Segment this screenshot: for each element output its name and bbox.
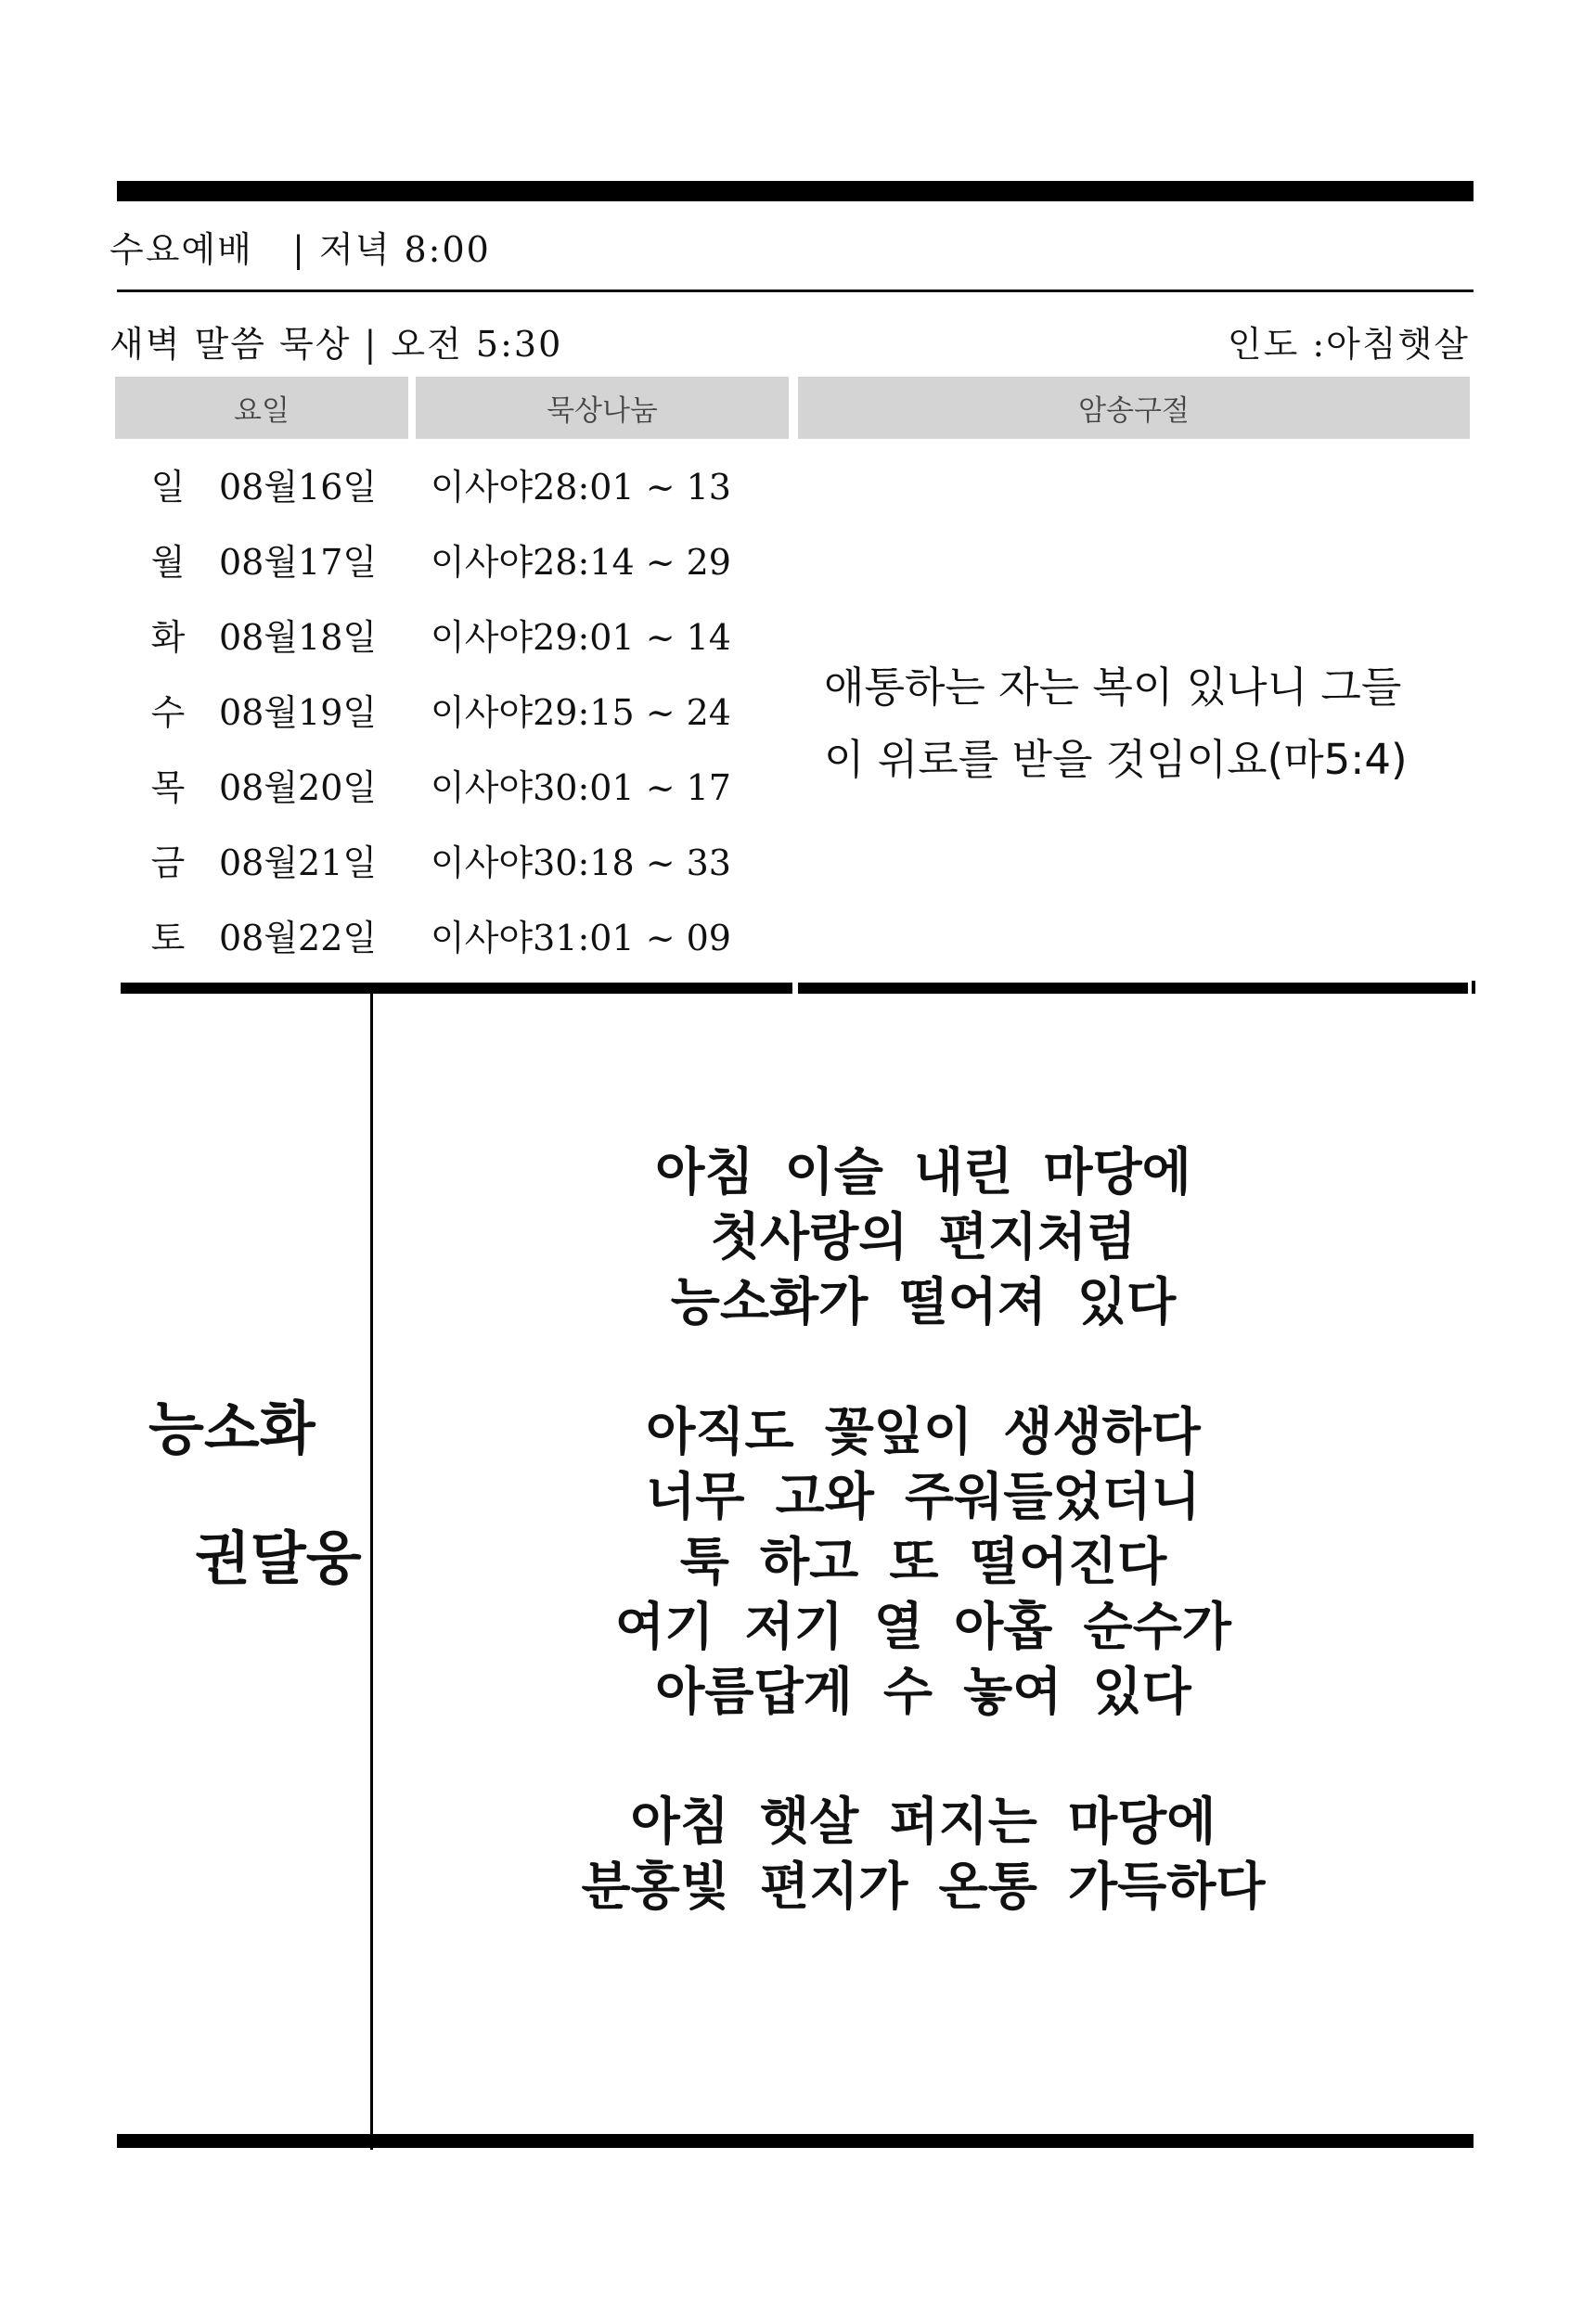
table-row bbox=[117, 601, 785, 666]
poem-line: 아름답게 수 놓여 있다 bbox=[655, 1662, 1191, 1721]
divider-line bbox=[117, 289, 1474, 292]
dawn-time: 오전 5:30 bbox=[391, 324, 563, 365]
memory-verse bbox=[824, 651, 1455, 796]
header-reading: 묵상나눔 bbox=[416, 377, 789, 439]
header-day: 요일 bbox=[115, 377, 408, 439]
table-row bbox=[117, 902, 785, 967]
row-reference: 이사야28:01 ~ 13 bbox=[431, 466, 731, 508]
table-row bbox=[117, 827, 785, 892]
row-date: 08월18일 bbox=[219, 616, 378, 658]
poem-stanza bbox=[373, 1399, 1474, 1724]
table-row bbox=[117, 752, 785, 816]
service-separator: | bbox=[292, 229, 306, 270]
poem-title: 능소화 bbox=[148, 1395, 315, 1462]
dawn-line bbox=[109, 315, 562, 366]
poem-line: 분홍빛 편지가 온통 가득하다 bbox=[581, 1857, 1266, 1916]
row-day: 토 bbox=[150, 917, 186, 958]
poem-body bbox=[373, 1139, 1474, 1984]
bottom-rule bbox=[117, 2134, 1474, 2148]
service-time: 저녁 8:00 bbox=[319, 229, 491, 270]
poem-line: 툭 하고 또 떨어진다 bbox=[679, 1532, 1167, 1591]
table-row bbox=[117, 526, 785, 591]
poem-line: 아직도 꽃잎이 생생하다 bbox=[646, 1402, 1201, 1461]
row-reference: 이사야28:14 ~ 29 bbox=[431, 541, 731, 583]
poem-line: 너무 고와 주워들었더니 bbox=[646, 1467, 1201, 1526]
row-day: 금 bbox=[150, 842, 186, 883]
poem-line: 아침 이슬 내린 마당에 bbox=[655, 1142, 1191, 1202]
row-reference: 이사야31:01 ~ 09 bbox=[431, 917, 731, 958]
row-day: 수 bbox=[150, 691, 186, 733]
table-row bbox=[117, 451, 785, 516]
poem-line: 첫사랑의 편지처럼 bbox=[710, 1207, 1137, 1266]
row-date: 08월16일 bbox=[219, 466, 378, 508]
row-date: 08월21일 bbox=[219, 842, 378, 883]
row-day: 목 bbox=[150, 766, 186, 808]
memory-verse-line: 애통하는 자는 복이 있나니 그들 bbox=[824, 662, 1402, 712]
row-reference: 이사야29:01 ~ 14 bbox=[431, 616, 731, 658]
poem-line: 여기 저기 열 아홉 순수가 bbox=[615, 1597, 1231, 1656]
top-rule bbox=[117, 181, 1474, 201]
row-day: 일 bbox=[150, 466, 186, 508]
row-date: 08월20일 bbox=[219, 766, 378, 808]
service-name: 수요예배 bbox=[109, 229, 253, 270]
service-line bbox=[109, 221, 491, 272]
row-date: 08월19일 bbox=[219, 691, 378, 733]
row-date: 08월17일 bbox=[219, 541, 378, 583]
dawn-separator: | bbox=[364, 324, 379, 365]
poem-stanza bbox=[373, 1139, 1474, 1334]
header-memory-verse: 암송구절 bbox=[798, 377, 1470, 439]
leader-label: 인도 :아침햇살 bbox=[1227, 324, 1470, 365]
section-rule-left bbox=[121, 983, 792, 994]
section-rule-right bbox=[798, 983, 1468, 994]
section-rule-tick bbox=[1472, 981, 1475, 994]
memory-verse-line: 이 위로를 받을 것임이요(마5:4) bbox=[824, 735, 1408, 784]
row-reference: 이사야30:18 ~ 33 bbox=[431, 842, 731, 883]
poem-line: 능소화가 떨어져 있다 bbox=[670, 1272, 1177, 1331]
row-day: 월 bbox=[150, 541, 186, 583]
table-row bbox=[117, 676, 785, 741]
poem-stanza bbox=[373, 1789, 1474, 1919]
poem-author: 권달웅 bbox=[195, 1524, 362, 1592]
row-date: 08월22일 bbox=[219, 917, 378, 958]
row-reference: 이사야29:15 ~ 24 bbox=[431, 691, 731, 733]
row-day: 화 bbox=[150, 616, 186, 658]
poem-line: 아침 햇살 퍼지는 마당에 bbox=[630, 1792, 1216, 1851]
row-reference: 이사야30:01 ~ 17 bbox=[431, 766, 731, 808]
dawn-name: 새벽 말씀 묵상 bbox=[109, 324, 352, 365]
